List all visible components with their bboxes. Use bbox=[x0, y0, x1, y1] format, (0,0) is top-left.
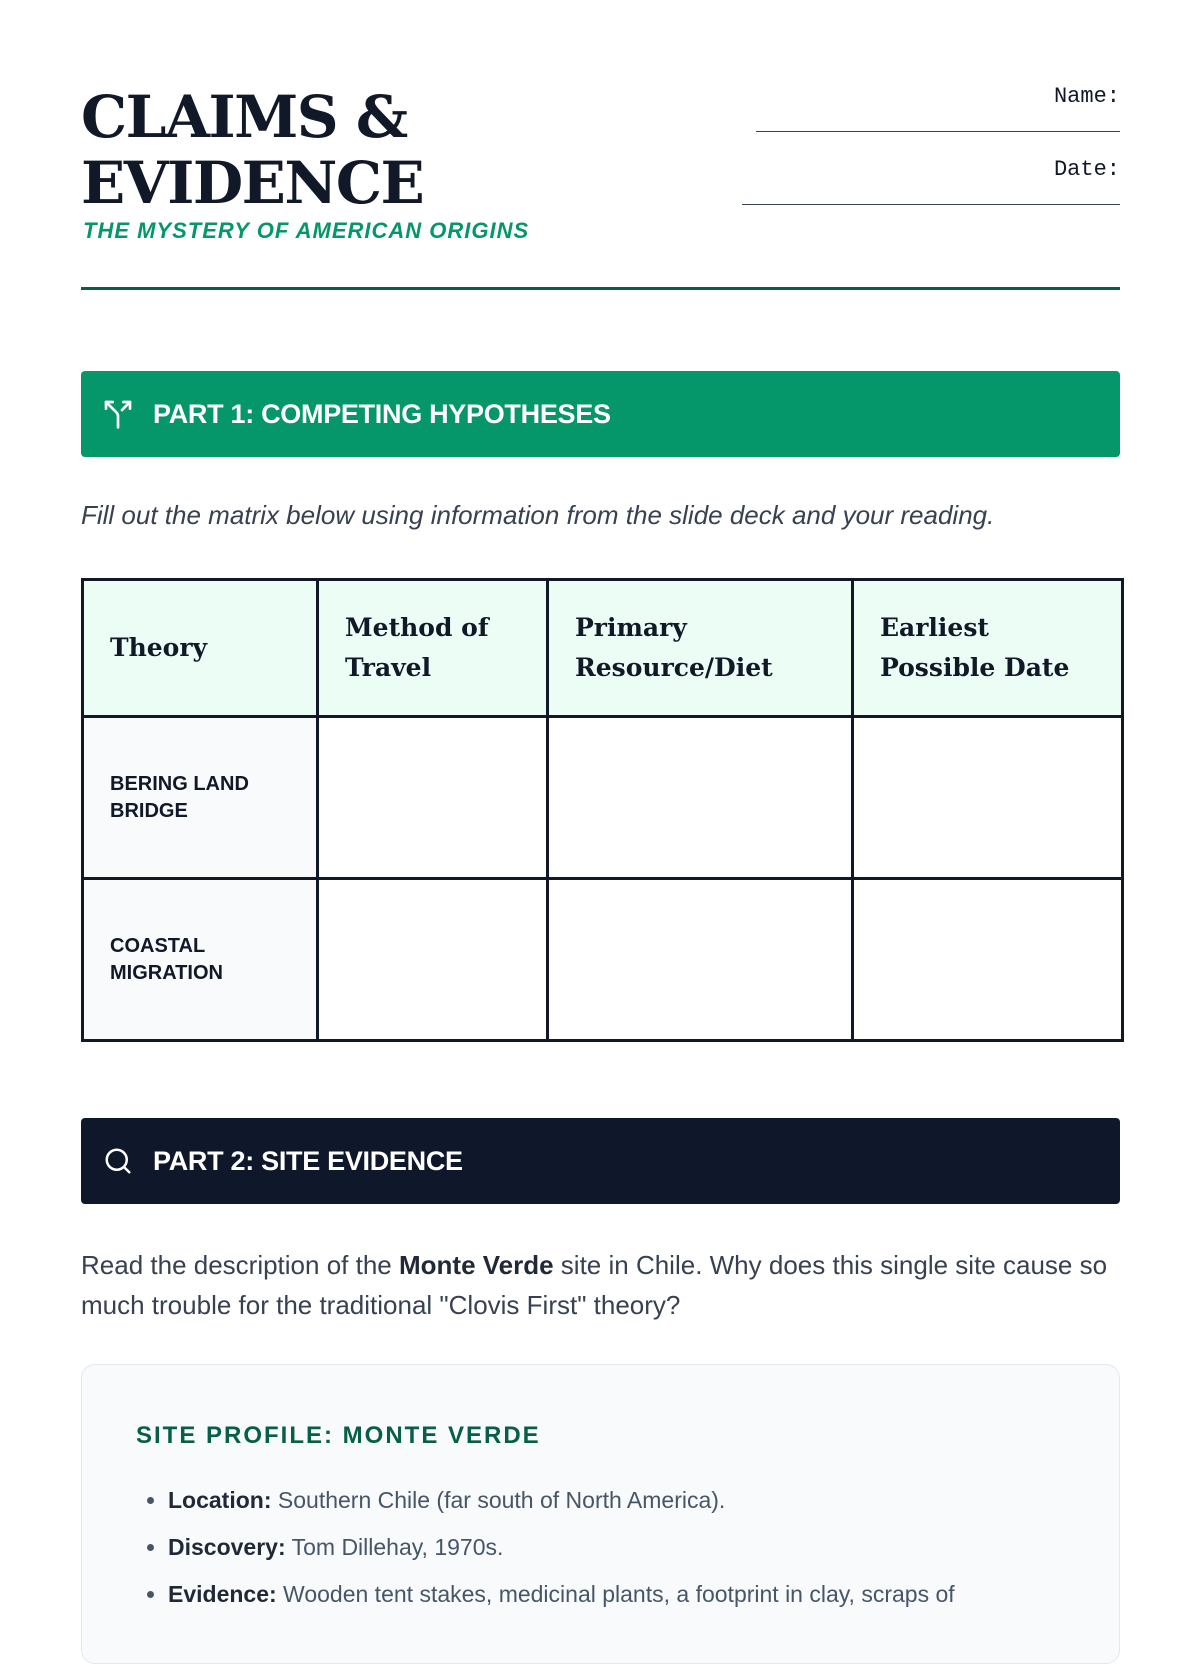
page-title bbox=[81, 84, 581, 216]
item-text-discovery: Tom Dillehay, 1970s. bbox=[285, 1534, 504, 1560]
theory-coastal: COASTAL MIGRATION bbox=[83, 879, 318, 1041]
site-profile-card bbox=[81, 1364, 1120, 1664]
header-divider bbox=[81, 287, 1120, 290]
part2-prompt bbox=[81, 1245, 1120, 1325]
column-header-method: Method of Travel bbox=[318, 580, 548, 717]
item-label-evidence: Evidence: bbox=[168, 1581, 277, 1607]
site-profile-list bbox=[136, 1477, 1108, 1618]
name-field[interactable] bbox=[756, 84, 1120, 132]
theory-bering: BERING LAND BRIDGE bbox=[83, 717, 318, 879]
name-blank-line[interactable] bbox=[756, 131, 1120, 132]
answer-cell-coastal-resource[interactable] bbox=[548, 879, 853, 1041]
name-label: Name: bbox=[1053, 84, 1120, 109]
prompt-site-name: Monte Verde bbox=[398, 1250, 554, 1280]
prompt-text-end: site in Chile. Why does this single site cause so much trouble for the traditional "Clovis First" theory? bbox=[81, 1250, 1108, 1320]
table-row bbox=[83, 717, 1123, 879]
title-line-1: CLAIMS & bbox=[81, 83, 407, 151]
answer-cell-coastal-date[interactable] bbox=[853, 879, 1123, 1041]
part2-section-bar bbox=[81, 1118, 1120, 1204]
column-header-date: Earliest Possible Date bbox=[853, 580, 1123, 717]
item-text-location: Southern Chile (far south of North America). bbox=[271, 1487, 726, 1513]
part1-section-bar bbox=[81, 371, 1120, 457]
date-field[interactable] bbox=[742, 157, 1120, 205]
item-label-discovery: Discovery: bbox=[168, 1534, 286, 1560]
item-label-location: Location: bbox=[168, 1487, 272, 1513]
search-icon bbox=[101, 1144, 135, 1178]
column-header-theory: Theory bbox=[83, 580, 318, 717]
worksheet-header bbox=[81, 0, 1120, 290]
title-line-2: EVIDENCE bbox=[81, 149, 424, 217]
prompt-text-start: Read the description of the bbox=[81, 1250, 399, 1280]
list-item bbox=[168, 1524, 1108, 1571]
worksheet-page bbox=[81, 0, 1120, 1607]
answer-cell-bering-date[interactable] bbox=[853, 717, 1123, 879]
answer-cell-coastal-method[interactable] bbox=[318, 879, 548, 1041]
hypotheses-matrix bbox=[81, 578, 1124, 1042]
answer-cell-bering-resource[interactable] bbox=[548, 717, 853, 879]
column-header-resource: Primary Resource/Diet bbox=[548, 580, 853, 717]
part2-title: PART 2: SITE EVIDENCE bbox=[153, 1145, 463, 1176]
part1-instruction: Fill out the matrix below using information from the slide deck and your reading. bbox=[81, 500, 995, 530]
split-arrows-icon bbox=[101, 397, 135, 431]
table-row bbox=[83, 879, 1123, 1041]
date-label: Date: bbox=[1053, 157, 1120, 182]
matrix-header-row bbox=[83, 580, 1123, 717]
list-item bbox=[168, 1571, 1108, 1618]
date-blank-line[interactable] bbox=[742, 204, 1120, 205]
site-profile-title: SITE PROFILE: MONTE VERDE bbox=[136, 1422, 541, 1449]
page-subtitle: THE MYSTERY OF AMERICAN ORIGINS bbox=[83, 218, 530, 243]
answer-cell-bering-method[interactable] bbox=[318, 717, 548, 879]
list-item bbox=[168, 1477, 1108, 1524]
item-text-evidence: Wooden tent stakes, medicinal plants, a footprint in clay, scraps of bbox=[276, 1581, 955, 1607]
part1-title: PART 1: COMPETING HYPOTHESES bbox=[153, 398, 611, 429]
